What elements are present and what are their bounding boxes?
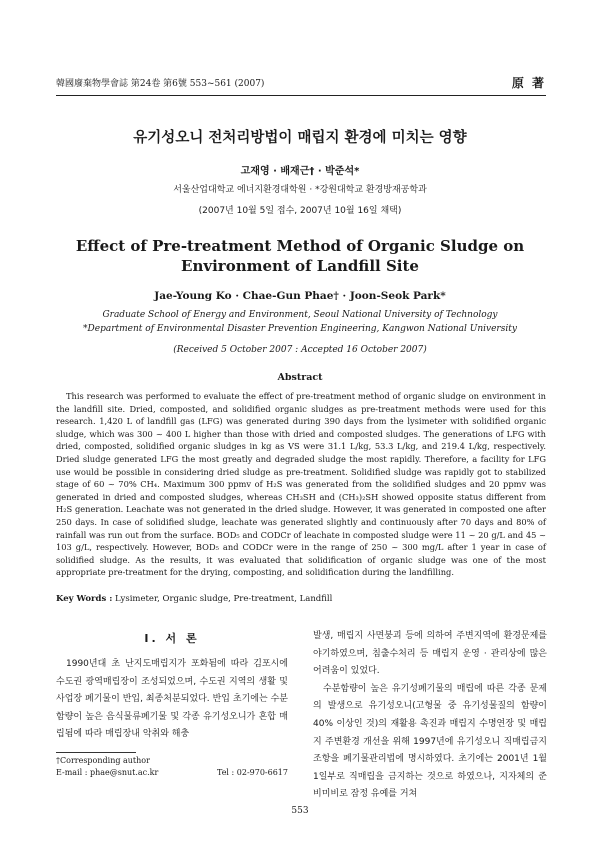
journal-citation: 韓國廢棄物學會誌 第24卷 第6號 553~561 (2007) [56,79,265,89]
keywords-label: Key Words : [56,594,113,604]
keywords [56,594,546,604]
english-title: Effect of Pre-treatment Method of Organic Sludge on Environment of Landfill Site [75,237,525,275]
intro-paragraph-2: 수분함량이 높은 유기성폐기물의 매립에 따른 각종 문제의 발생으로 유기성오니(고형물 중 유기성물질의 함량이 40% 이상인 것)의 재활용 촉진과 매립지 수명연장 및 매립지 주변환경 개선을 위해 1997년에 유기성오니 직매립금지 조항을 폐기물관리법에 명시하였다. 초기에는 2001년 1월 1일부로 직매립을 금지하는 것으로 하였으나, 지자체의 준비미비로 잠정 유예를 거쳐 [313,683,547,800]
english-received-date: (Received 5 October 2007 : Accepted 16 October 2007) [173,345,427,355]
intro-paragraph-1-continued: 발생, 매립지 사면붕괴 등에 의하여 주변지역에 환경문제를 야기하였으며, 침출수처리 등 매립지 운영 · 관리상에 많은 어려움이 있었다. [313,631,547,677]
header-rule [56,95,546,96]
english-authors: Jae-Young Ko · Chae-Gun Phae† · Joon-Seok Park* [154,290,446,302]
corresponding-author-note: †Corresponding author [56,756,150,765]
korean-affiliation: 서울산업대학교 에너지환경대학원 · *강원대학교 환경방재공학과 [173,185,427,195]
right-column [313,628,547,804]
korean-authors: 고재영 · 배재근† · 박준석* [240,166,360,177]
intro-paragraph-1: 1990년대 초 난지도매립지가 포화됨에 따라 김포시에 수도권 광역매립장이 조성되었으며, 수도권 지역의 생활 및 사업장 폐기물이 반입, 최종처분되었다. 반입 초기에는 수분함량이 높은 음식물류폐기물 및 각종 유기성오니가 혼합 매립됨에 따라 매립장내 악취와 해충 [56,659,288,740]
footnote-rule [56,752,136,753]
korean-received-date: (2007년 10월 5일 접수, 2007년 10월 16일 채택) [198,206,402,216]
section-heading-introduction: I. 서 론 [144,632,200,645]
article-type-tag: 原 著 [511,76,546,90]
english-affiliation-1: Graduate School of Energy and Environment, Seoul National University of Technology [102,310,498,320]
abstract-heading: Abstract [277,372,323,383]
abstract-text: This research was performed to evaluate the effect of pre-treatment method of organic sludge on environment in the landfill site. Dried, composted, and solidified organic sludges as pre-treatment methods were used for this research. 1,420 L of landfill gas (LFG) was generated during 390 days from the lysimeter with solidified organic sludge, which was 300 ~ 400 L higher than those with dried and composted sludges. The generations of LFG with dried, composted, solidified organic sludges in kg as VS were 31.1 L/kg, 53.3 L/kg, and 219.4 L/kg, respectively. Dried sludge generated LFG the most greatly and degraded sludge the most rapidly. Therefore, a facility for LFG use would be possible in considering dried sludge as pre-treatment. Solidified sludge was rapidly got to stabilized stage of 60 ~ 70% CH₄. Maximum 300 ppmv of H₂S was generated from the solidified sludges and 20 ppmv was generated in dried and composted sludges, whereas CH₃SH and (CH₃)₂SH showed opposite status different from H₂S generation. Leachate was not generated in the dried sludge. However, it was generated in composted one after 250 days. In case of solidified sludge, leachate was generated slightly and continuously after 70 days and 80% of rainfall was run out from the surface. BOD₅ and CODCr of leachate in composted sludge were 11 ~ 20 g/L and 45 ~ 103 g/L, respectively. However, BOD₅ and CODCr were in the range of 250 ~ 300 mg/L after 1 year in case of solidified sludge. As the results, it was evaluated that solidification of organic sludge was one of the most appropriate pre-treatment for the drying, composting, and solidification during the landfilling. [56,391,546,578]
korean-title: 유기성오니 전처리방법이 매립지 환경에 미치는 영향 [133,130,467,146]
abstract-body [56,390,546,579]
english-affiliation-2: *Department of Environmental Disaster Prevention Engineering, Kangwon National University [83,324,517,334]
left-column [56,630,288,744]
author-email: E-mail : phae@snut.ac.kr [56,768,159,777]
contact-line [56,768,288,777]
page-number: 553 [291,806,309,816]
running-header [56,74,546,92]
keywords-text: Lysimeter, Organic sludge, Pre-treatment, Landfill [115,594,333,604]
author-telephone: Tel : 02-970-6617 [216,768,288,777]
